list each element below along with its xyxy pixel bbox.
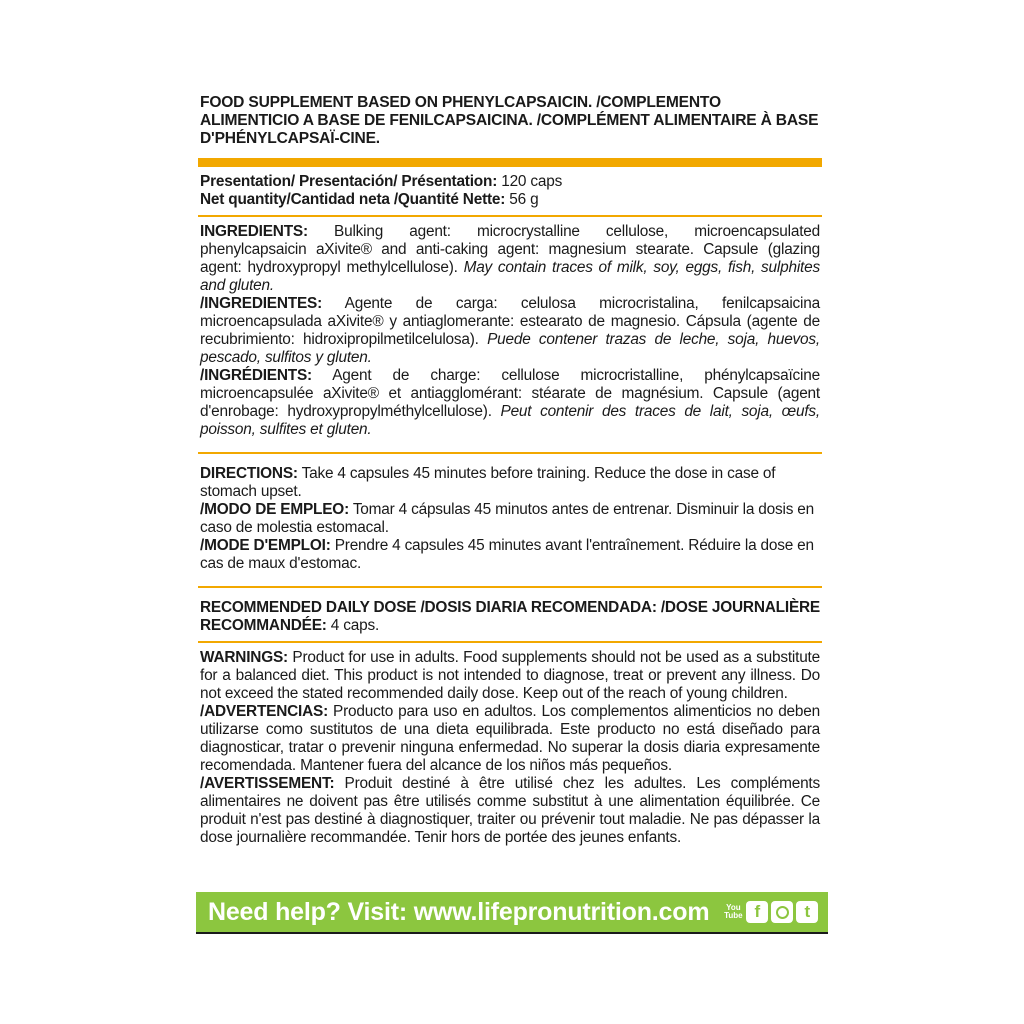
ingredients-section <box>198 223 822 439</box>
warnings-en-text: Product for use in adults. Food supplements should not be used as a substitute for a balanced diet. This product is not intended to diagnose, treat or prevent any illness. Do not exceed the stated recommended daily dose. Keep out of the reach of young children. <box>200 649 820 702</box>
divider <box>198 452 822 454</box>
ingredients-en-allergens: May contain traces of milk, soy, eggs, fish, sulphites and gluten. <box>200 259 820 294</box>
ingredients-fr-label: /INGRÉDIENTS: <box>200 367 312 384</box>
twitter-glyph: t <box>804 902 811 921</box>
net-quantity-label: Net quantity/Cantidad neta /Quantité Nette: <box>200 191 506 208</box>
warnings-fr-label: /AVERTISSEMENT: <box>200 775 335 792</box>
ingredients-fr-allergens: Peut contenir des traces de lait, soja, œufs, poisson, sulfites et gluten. <box>200 403 821 438</box>
youtube-tube: Tube <box>724 911 743 920</box>
directions-en-text: Take 4 capsules 45 minutes before training. Reduce the dose in case of stomach upset. <box>200 465 776 500</box>
divider <box>198 641 822 643</box>
warnings-es-text: Producto para uso en adultos. Los complementos alimenticios no deben utilizarse como sustitutos de una dieta equilibrada. Este producto no está diseñado para diagnosticar, tratar o prevenir ninguna enfermedad. No superar la dosis diaria expresamente recomendada. Mantener fuera del alcance de los niños más pequeños. <box>200 703 820 774</box>
presentation-section <box>198 173 822 209</box>
divider <box>198 586 822 588</box>
directions-es-text: Tomar 4 cápsulas 45 minutos antes de entrenar. Disminuir la dosis en caso de molestia estomacal. <box>200 501 814 536</box>
directions-es-label: /MODO DE EMPLEO: <box>200 501 350 518</box>
supplement-label <box>198 94 822 847</box>
warnings-section <box>198 649 822 847</box>
ingredients-es-label: /INGREDIENTES: <box>200 295 323 312</box>
directions-en-label: DIRECTIONS: <box>200 465 298 482</box>
daily-dose-section <box>198 599 822 635</box>
directions-fr-label: /MODE D'EMPLOI: <box>200 537 331 554</box>
directions-fr-text: Prendre 4 capsules 45 minutes avant l'entraînement. Réduire la dose en cas de maux d'estomac. <box>200 537 814 572</box>
net-quantity-value: 56 g <box>505 191 539 208</box>
warnings-es-label: /ADVERTENCIAS: <box>200 703 329 720</box>
divider <box>198 215 822 217</box>
instagram-icon[interactable] <box>771 901 793 923</box>
warnings-en-label: WARNINGS: <box>200 649 288 666</box>
thick-divider <box>198 158 822 167</box>
daily-dose-label: RECOMMENDED DAILY DOSE /DOSIS DIARIA RECOMENDADA: /DOSE JOURNALIÈRE RECOMMANDÉE: <box>200 599 820 634</box>
help-footer-banner <box>196 892 828 934</box>
ingredients-es-allergens: Puede contener trazas de leche, soja, huevos, pescado, sulfitos y gluten. <box>200 331 820 366</box>
ingredients-es-text: Agente de carga: celulosa microcristalina, fenilcapsaicina microencapsulada aXivite® y antiaglomerante: estearato de magnesio. Cápsula (agente de recubrimiento: hidroxipropilmetilcelulosa). <box>200 295 820 348</box>
social-icons <box>723 901 818 923</box>
ingredients-fr-text: Agent de charge: cellulose microcristalline, phénylcapsaïcine microencapsulée aXivite® et antiagglomérant: stéarate de magnésium. Capsule (agent d'enrobage: hydroxypropylméthylcellulose). <box>200 367 820 420</box>
ingredients-en-label: INGREDIENTS: <box>200 223 308 240</box>
presentation-label: Presentation/ Presentación/ Présentation: <box>200 173 498 190</box>
facebook-glyph: f <box>754 902 761 921</box>
daily-dose-value: 4 caps. <box>326 617 380 634</box>
twitter-icon[interactable] <box>796 901 818 923</box>
help-link[interactable]: Need help? Visit: www.lifepronutrition.com <box>208 897 710 926</box>
youtube-you: You <box>726 903 741 912</box>
youtube-icon[interactable] <box>723 901 743 923</box>
ingredients-en-text: Bulking agent: microcrystalline cellulose, microencapsulated phenylcapsaicin aXivite® and anti-caking agent: magnesium stearate. Capsule (glazing agent: hydroxypropyl methylcellulose). <box>200 223 820 276</box>
facebook-icon[interactable] <box>746 901 768 923</box>
presentation-value: 120 caps <box>497 173 563 190</box>
product-title: FOOD SUPPLEMENT BASED ON PHENYLCAPSAICIN. /COMPLEMENTO ALIMENTICIO A BASE DE FENILCAPSAICINA. /COMPLÉMENT ALIMENTAIRE À BASE D'PHÉNYLCAPSAÏ-CINE. <box>200 94 819 147</box>
warnings-fr-text: Produit destiné à être utilisé chez les adultes. Les compléments alimentaires ne doivent pas être utilisés comme substitut à une alimentation équilibrée. Ce produit n'est pas destiné à diagnostiquer, traiter ou prévenir tout maladie. Ne pas dépasser la dose journalière recommandée. Tenir hors de portée des jeunes enfants. <box>200 775 820 846</box>
directions-section <box>198 465 822 573</box>
